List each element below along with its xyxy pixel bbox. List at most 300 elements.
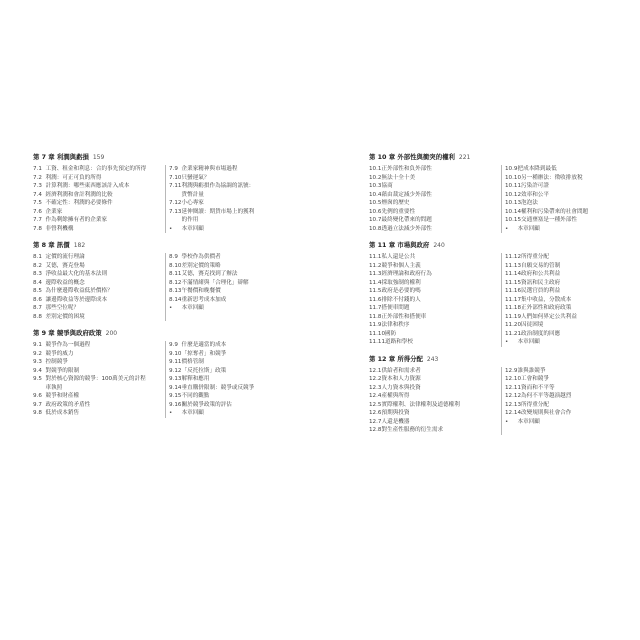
section-number: 8.11: [169, 271, 182, 277]
section-title: 艾德，賽克找到了辦法: [181, 271, 238, 277]
section-number: 9.3: [33, 359, 42, 365]
section-title: 車執照: [45, 384, 63, 391]
section-number: 11.10: [369, 330, 386, 337]
section-number: •: [505, 339, 509, 345]
toc-entry: [33, 199, 165, 208]
toc-entry: [33, 409, 165, 418]
section-title: 先例的重要性: [381, 208, 416, 215]
section-number: 8.14: [169, 296, 182, 303]
section-title: 差別定價的困境: [45, 313, 85, 320]
section-title: 競爭和財產權: [45, 393, 80, 399]
toc-entry: [33, 208, 165, 217]
section-number: 12.2: [369, 376, 382, 382]
section-title: 艾德，賽克登場: [45, 262, 85, 269]
section-number: 10.12: [505, 191, 522, 198]
section-title: 為什麼邊際收益低於價格？: [45, 288, 113, 294]
toc-entry: [369, 287, 501, 296]
section-title: 煙囪的歷史: [381, 200, 410, 206]
toc-entry: [505, 279, 577, 288]
section-number: 11.1: [369, 254, 382, 260]
section-title: 「掠奪者」和競爭: [181, 350, 227, 357]
section-number: 12.5: [369, 401, 382, 408]
section-number: 8.5: [33, 288, 42, 294]
section-number: 10.5: [369, 200, 382, 206]
toc-entry: [505, 401, 571, 410]
toc-entry: [369, 279, 501, 288]
section-number: 7.7: [33, 217, 42, 223]
section-title: 實際權利、法律權利及道德權利: [381, 401, 460, 408]
section-title: 淨收益最大化的基本法則: [45, 271, 108, 277]
section-number: 11.3: [369, 271, 382, 277]
section-title: 搭便車問題: [381, 305, 410, 311]
section-title: 定價的流行理論: [45, 254, 85, 260]
toc-entry: [505, 182, 588, 191]
section-title: 自願交易的管制: [521, 262, 561, 269]
toc-entry: [33, 270, 165, 279]
toc-entry: [33, 358, 165, 367]
toc-entry: [505, 321, 577, 330]
section-title: 那些空位呢？: [45, 305, 80, 311]
toc-entry: [33, 191, 165, 200]
toc-entry: [505, 225, 588, 234]
toc-entry: [505, 313, 577, 322]
chapter-block: [33, 329, 303, 418]
section-title: 企業家: [45, 208, 63, 215]
toc-entry: [33, 225, 165, 234]
section-number: 11.17: [505, 296, 522, 303]
toc-entry: [505, 287, 577, 296]
toc-entry: [169, 350, 254, 359]
section-number: 12.13: [505, 401, 522, 408]
toc-entry: [369, 225, 501, 234]
chapter-page-number: 200: [105, 330, 118, 337]
section-number: [169, 191, 182, 200]
toc-entry: [505, 270, 577, 279]
toc-entry: [33, 313, 165, 322]
section-number: 11.9: [369, 322, 382, 328]
chapter-page-number: 182: [73, 242, 86, 249]
section-title: 控制競爭: [45, 359, 68, 365]
toc-column-left: [369, 253, 501, 347]
section-number: 11.6: [369, 296, 382, 303]
toc-entry: [33, 262, 165, 271]
chapter-block: [369, 355, 639, 435]
section-number: •: [169, 410, 173, 416]
section-title: 權利和污染帶來的社會問題: [521, 208, 589, 215]
section-title: 國防: [385, 330, 397, 337]
toc-column-left: [369, 367, 501, 435]
section-title: 政府和公共利益: [521, 271, 561, 277]
section-number: 7.3: [33, 183, 42, 189]
toc-entry: [505, 296, 577, 305]
section-number: 11.8: [369, 313, 382, 320]
section-number: 7.4: [33, 191, 42, 198]
section-title: 的作用: [181, 217, 199, 223]
section-number: 10.14: [505, 208, 522, 215]
toc-entry: [369, 401, 501, 410]
toc-entry: [33, 182, 165, 191]
section-title: 對於核心資源的競爭：100萬美元的計程: [45, 376, 146, 382]
toc-entry: [505, 375, 571, 384]
section-title: 改變規則與社會合作: [521, 410, 572, 416]
toc-entry: [369, 418, 501, 427]
section-number: 12.10: [505, 376, 522, 382]
chapter-title-text: 第 8 章 訊價: [33, 241, 70, 249]
toc-column-left: [369, 165, 501, 233]
toc-column-right: [165, 253, 249, 321]
section-number: 9.15: [169, 393, 182, 399]
section-title: 重新思考成本加成: [181, 296, 227, 303]
section-title: 利潤與虧損作為協調的訊號：: [181, 183, 255, 189]
chapter-title: [369, 241, 639, 250]
section-number: 12.9: [505, 367, 518, 374]
toc-entry: [169, 384, 254, 393]
section-title: 本章回顧: [181, 410, 204, 416]
toc-entry: [505, 384, 571, 393]
section-number: 7.6: [33, 208, 42, 215]
toc-entry: [369, 296, 501, 305]
section-title: 集中收益，分散成本: [521, 296, 572, 303]
section-number: 12.14: [505, 410, 522, 416]
section-title: 把成本降到最低: [517, 166, 557, 172]
toc-entry: [169, 165, 254, 174]
toc-entry: [33, 392, 165, 401]
section-number: 9.5: [33, 376, 42, 382]
section-number: 10.15: [505, 217, 522, 223]
section-title: 資訊和民主政府: [521, 279, 561, 286]
section-title: 競爭作為一個過程: [45, 342, 91, 348]
section-title: 對生產性服務的衍生需求: [381, 427, 444, 433]
section-number: 9.16: [169, 401, 182, 408]
section-number: 7.13: [169, 208, 182, 215]
section-title: 泡泡法: [521, 200, 538, 206]
section-number: 10.6: [369, 208, 382, 215]
toc-column-left: [33, 253, 165, 321]
toc-column-left: [33, 165, 165, 233]
section-title: 關於競爭政策的評估: [181, 401, 232, 408]
toc-entry: [169, 225, 254, 234]
section-number: 12.7: [369, 418, 382, 425]
toc-entry: [33, 287, 165, 296]
toc-entry: [169, 358, 254, 367]
toc-entry: [169, 253, 249, 262]
section-number: 8.10: [169, 262, 182, 269]
section-title: 非營利機構: [45, 225, 74, 232]
chapter-title: [33, 329, 303, 338]
section-title: 所得重分配: [521, 254, 549, 260]
section-title: 採取強制的權利: [381, 279, 421, 286]
section-number: 9.8: [33, 410, 42, 416]
section-title: 學校作為供價者: [181, 254, 221, 260]
section-number: 8.2: [33, 262, 42, 269]
section-number: 7.5: [33, 200, 42, 206]
section-title: 貨幣計量: [181, 191, 204, 198]
section-number: 11.5: [369, 288, 382, 294]
section-number: 9.6: [33, 393, 42, 399]
section-number: [33, 384, 46, 393]
toc-column-right: [501, 367, 571, 435]
section-number: 8.3: [33, 271, 42, 277]
toc-entry: [169, 367, 254, 376]
chapter-title-text: 第 7 章 利潤與虧損: [33, 153, 89, 161]
toc-column-right: [501, 253, 577, 347]
section-title: 本章回顧: [181, 225, 204, 232]
chapter-block: [369, 153, 639, 233]
section-number: 9.2: [33, 350, 42, 357]
toc-entry: [369, 409, 501, 418]
section-number: 10.8: [369, 225, 382, 232]
section-number: 11.19: [505, 313, 522, 320]
section-number: 11.12: [505, 254, 522, 260]
toc-entry: [369, 216, 501, 225]
section-number: 10.13: [505, 200, 522, 206]
section-number: •: [505, 225, 509, 232]
toc-entry: [169, 392, 254, 401]
section-title: 競爭的威力: [45, 350, 74, 357]
section-number: 12.1: [369, 367, 382, 374]
section-title: 工資、租金和利息：合約事先預定的所得: [45, 166, 147, 172]
section-title: 資而和不平等: [521, 384, 555, 391]
toc-entry: [33, 174, 165, 183]
section-title: 工會和競爭: [521, 376, 549, 382]
toc-entry: [369, 321, 501, 330]
section-number: 12.3: [369, 384, 382, 391]
section-number: 9.14: [169, 384, 182, 391]
section-title: 無法十全十美: [381, 174, 416, 181]
toc-entry: [33, 350, 165, 359]
section-title: 法律和秩序: [381, 322, 410, 328]
toc-entry: [369, 330, 501, 339]
section-number: 11.15: [505, 279, 522, 286]
section-number: 8.8: [33, 313, 42, 320]
section-title: 為何不平等越演越烈: [521, 393, 572, 399]
section-number: 8.7: [33, 305, 42, 311]
section-title: 囚徒困境: [521, 322, 544, 328]
section-number: 7.2: [33, 174, 42, 181]
toc-entry: [505, 199, 588, 208]
section-number: 10.3: [369, 183, 382, 189]
toc-entry: [369, 392, 501, 401]
toc-entry: [369, 304, 501, 313]
section-number: 11.16: [505, 288, 522, 294]
section-title: 人還是機器: [381, 418, 410, 425]
section-title: 經濟利潤和會計利潤的比較: [45, 191, 113, 198]
section-title: 政府是必要的嗎: [381, 288, 421, 294]
chapter-title-text: 第 9 章 競爭與政府政策: [33, 329, 102, 337]
toc-entry: [169, 287, 249, 296]
toc-entry: [505, 191, 588, 200]
section-title: 正外部性和搭便車: [381, 313, 427, 320]
toc-entry: [505, 216, 588, 225]
section-number: 8.13: [169, 288, 182, 294]
toc-entry: [369, 338, 501, 347]
section-number: 11.2: [369, 262, 382, 269]
section-title: 本章回顧: [517, 418, 540, 425]
toc-entry: [369, 367, 501, 376]
section-number: 8.12: [169, 279, 182, 286]
toc-entry: [369, 262, 501, 271]
toc-column-right: [165, 341, 254, 418]
section-title: 利潤：可正可負的所得: [45, 174, 102, 181]
section-number: 8.1: [33, 254, 42, 260]
section-title: 私人還是公共: [381, 254, 416, 260]
section-title: 本章回顧: [517, 339, 540, 345]
section-title: 政治制度的回應: [521, 330, 561, 337]
chapter-title: [33, 153, 303, 162]
section-number: 8.4: [33, 279, 42, 286]
toc-entry: [33, 384, 165, 393]
toc-entry: [505, 392, 571, 401]
toc-entry: [33, 165, 165, 174]
toc-entry: [169, 208, 254, 217]
section-title: 不同的觀點: [181, 393, 210, 399]
section-number: 9.11: [169, 359, 182, 365]
toc-entry: [169, 401, 254, 410]
section-title: 不確定性：利潤的必要條件: [45, 200, 113, 206]
toc-entry: [505, 330, 577, 339]
toc-entry: [33, 304, 165, 313]
toc-entry: [169, 304, 249, 313]
chapter-block: [369, 241, 639, 347]
section-title: 經濟理論和政府行為: [381, 271, 432, 277]
section-number: 11.18: [505, 305, 522, 311]
section-number: 9.12: [169, 367, 182, 374]
section-number: 10.9: [505, 166, 518, 172]
toc-entry: [369, 208, 501, 217]
toc-entry: [33, 296, 165, 305]
chapter-block: [33, 241, 303, 321]
toc-entry: [33, 279, 165, 288]
toc-entry: [169, 296, 249, 305]
section-number: 9.1: [33, 342, 42, 348]
section-number: 9.4: [33, 367, 42, 374]
section-number: 11.11: [369, 339, 386, 345]
toc-entry: [169, 270, 249, 279]
section-title: 正外部性和政府政策: [521, 305, 572, 311]
section-title: 供給者和需求者: [381, 367, 421, 374]
toc-entry: [369, 253, 501, 262]
toc-column-left: [33, 341, 165, 418]
section-title: 排除不付錢的人: [381, 296, 421, 303]
section-title: 道路和學校: [385, 339, 413, 345]
section-number: [169, 216, 182, 225]
section-title: 政府政策的矛盾性: [45, 401, 91, 408]
section-number: 8.6: [33, 296, 42, 303]
section-title: 不滿情緒與「合理化」辯解: [181, 279, 249, 286]
section-title: 交通壅塞是一種外部性: [521, 217, 577, 223]
section-number: 12.12: [505, 393, 522, 399]
toc-entry: [33, 375, 165, 384]
section-title: 差別定價的策略: [181, 262, 221, 269]
section-title: 另一種辦法：徵收排放稅: [521, 174, 583, 181]
chapter-page-number: 243: [426, 355, 439, 363]
toc-entry: [33, 401, 165, 410]
toc-entry: [169, 182, 254, 191]
section-title: 什麼是適當的成本: [181, 342, 227, 348]
section-title: 競爭和個人主義: [381, 262, 421, 269]
toc-entry: [369, 313, 501, 322]
section-number: 7.1: [33, 166, 42, 172]
section-title: 垂直購併限制：競爭或反競爭: [181, 384, 255, 391]
section-title: 人們如何界定公共利益: [521, 313, 577, 320]
section-number: 11.7: [369, 305, 382, 311]
section-title: 正外部性和負外部性: [381, 166, 432, 172]
section-number: •: [505, 418, 509, 425]
toc-entry: [169, 191, 254, 200]
chapter-title-text: 第 11 章 市場與政府: [369, 241, 430, 249]
toc-entry: [169, 216, 254, 225]
section-title: 邊際收益的概念: [45, 279, 85, 286]
toc-entry: [505, 304, 577, 313]
toc-entry: [169, 262, 249, 271]
chapter-block: [33, 153, 303, 233]
section-number: 12.6: [369, 410, 382, 416]
toc-entry: [33, 341, 165, 350]
section-number: •: [169, 225, 173, 232]
section-number: 10.4: [369, 191, 382, 198]
chapter-title: [369, 355, 639, 364]
toc-entry: [369, 270, 501, 279]
section-number: 7.9: [169, 166, 178, 172]
section-title: 本章回顧: [181, 305, 204, 311]
section-title: 效率和公平: [521, 191, 549, 198]
section-title: 企業家精神與市場過程: [181, 166, 238, 172]
section-title: 低於成本銷售: [45, 410, 80, 416]
section-number: •: [169, 305, 173, 311]
toc-entry: [369, 174, 501, 183]
toc-entry: [369, 199, 501, 208]
section-title: 作為剩餘擁有者的企業家: [45, 217, 108, 223]
section-number: 11.13: [505, 262, 522, 269]
section-number: 10.10: [505, 174, 522, 181]
section-title: 污染許可證: [521, 183, 549, 189]
section-title: 人力資本與投資: [381, 384, 421, 391]
section-number: 12.4: [369, 393, 382, 399]
section-title: 預期與投資: [381, 410, 410, 416]
chapter-page-number: 240: [433, 242, 445, 249]
section-number: 9.7: [33, 401, 42, 408]
section-title: 民選官員的利益: [521, 288, 561, 294]
chapter-page-number: 159: [92, 154, 105, 161]
section-number: 8.9: [169, 254, 178, 260]
toc-entry: [505, 418, 571, 427]
toc-entry: [169, 199, 254, 208]
chapter-title-text: 第 10 章 外部性與衝突的權利: [369, 153, 455, 161]
section-number: 10.11: [505, 183, 522, 189]
section-number: 11.14: [505, 271, 522, 277]
section-title: 價格管制: [181, 359, 204, 365]
section-number: 9.10: [169, 350, 182, 357]
toc-entry: [369, 165, 501, 174]
toc-column-right: [501, 165, 588, 233]
toc-entry: [169, 341, 254, 350]
section-number: 7.8: [33, 225, 42, 232]
toc-entry: [505, 208, 588, 217]
toc-entry: [169, 375, 254, 384]
chapter-title-text: 第 12 章 所得分配: [369, 354, 423, 363]
section-title: 協商: [381, 183, 393, 189]
toc-entry: [369, 426, 501, 435]
toc-entry: [505, 253, 577, 262]
toc-entry: [33, 216, 165, 225]
toc-entry: [169, 279, 249, 288]
section-number: 11.4: [369, 279, 382, 286]
chapter-page-number: 221: [458, 154, 471, 161]
section-number: 9.13: [169, 376, 182, 382]
toc-column-right: [165, 165, 254, 233]
section-number: 12.8: [369, 427, 382, 433]
section-title: 最終變化帶來的問題: [381, 217, 432, 223]
